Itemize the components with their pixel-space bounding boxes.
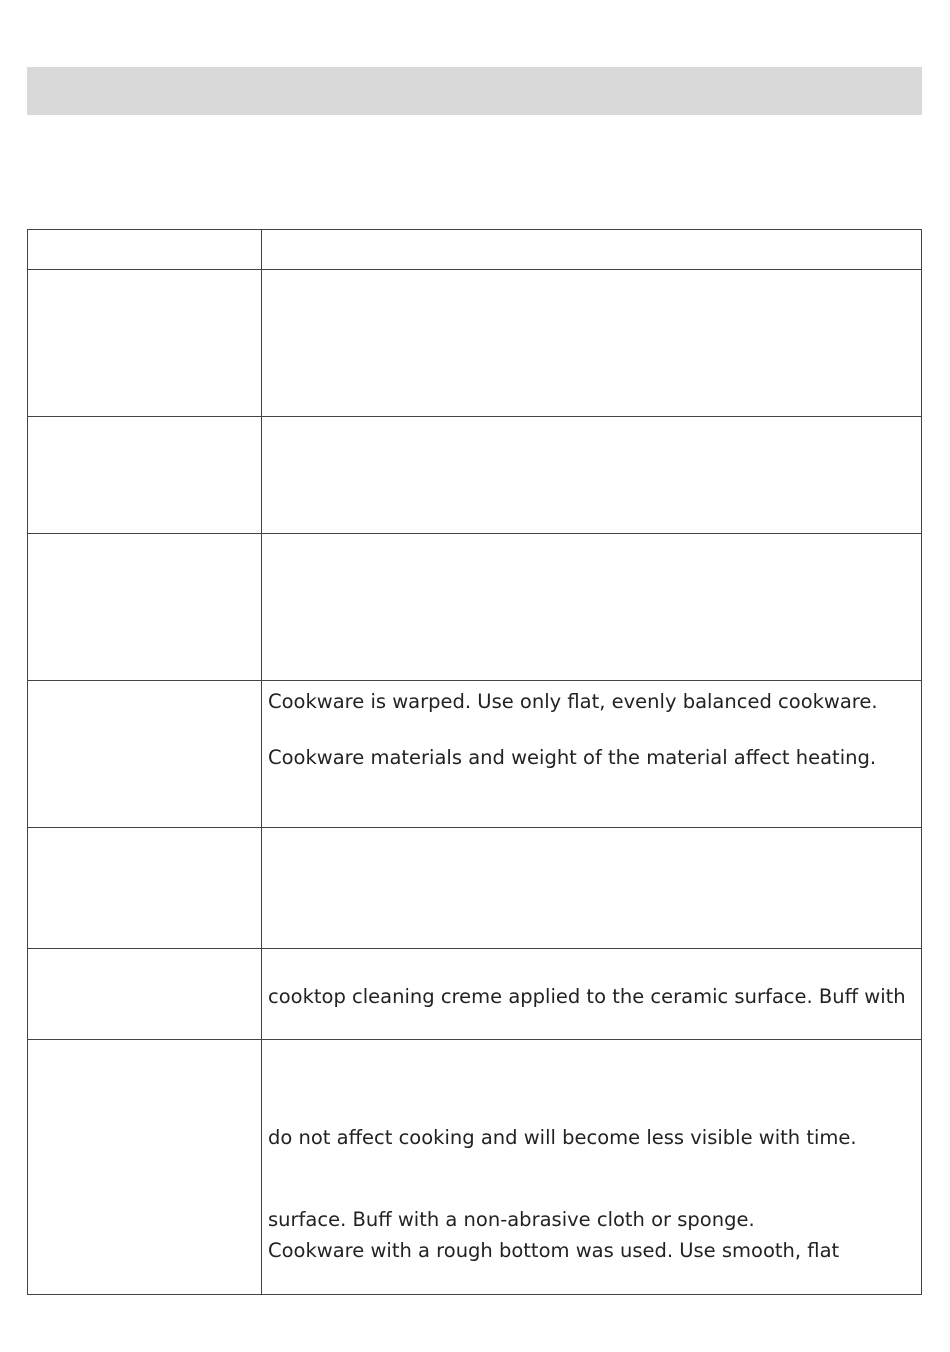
table-row-divider [27, 1039, 922, 1040]
table-border-top [27, 229, 922, 230]
table-row-divider [27, 680, 922, 681]
table-cell-solution: cooktop cleaning creme applied to the ceramic surface. Buff with [268, 985, 906, 1008]
table-column-divider [261, 229, 262, 1295]
table-cell-solution: surface. Buff with a non-abrasive cloth or sponge. [268, 1208, 755, 1231]
table-cell-solution: Cookware is warped. Use only flat, evenly balanced cookware. [268, 690, 878, 713]
table-row-divider [27, 827, 922, 828]
table-row-divider [27, 416, 922, 417]
table-row-divider [27, 269, 922, 270]
table-border-right [921, 229, 922, 1295]
table-row-divider [27, 948, 922, 949]
table-cell-solution: Cookware materials and weight of the material affect heating. [268, 746, 877, 769]
troubleshooting-table [27, 229, 922, 1295]
table-row-divider [27, 533, 922, 534]
section-header-bar [27, 67, 922, 115]
table-border-left [27, 229, 28, 1295]
table-border-bottom [27, 1294, 922, 1295]
table-cell-solution: do not affect cooking and will become less visible with time. [268, 1126, 857, 1149]
table-cell-solution: Cookware with a rough bottom was used. Use smooth, flat [268, 1239, 840, 1262]
